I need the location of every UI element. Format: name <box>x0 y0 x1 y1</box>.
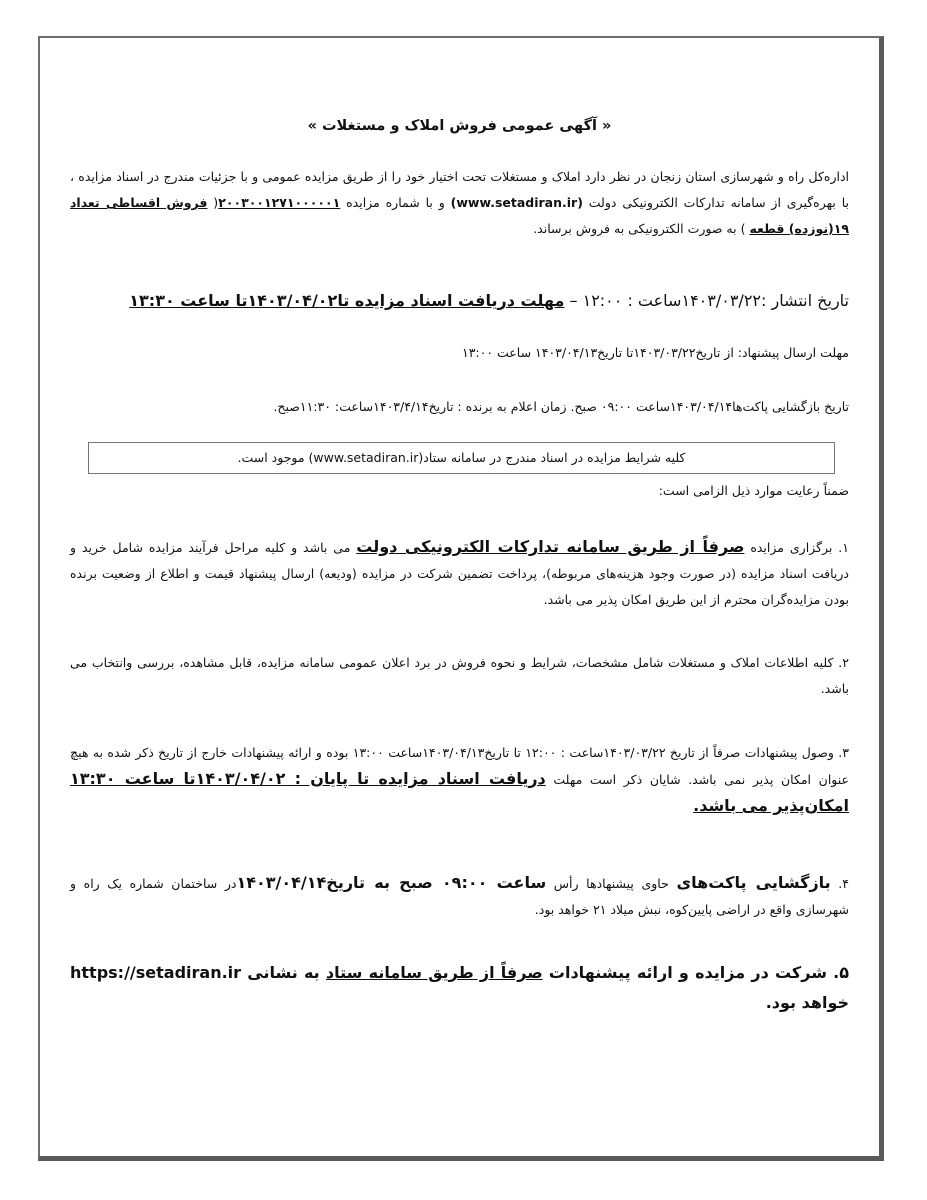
notice-line: ضمناً رعایت موارد ذیل الزامی است: <box>658 483 849 498</box>
opening-date: تاریخ بازگشایی پاکت‌ها۱۴۰۳/۰۴/۱۴ساعت ۰۹:۰۰ صبح. زمان اعلام به برنده : تاریخ۱۴۰۳/۴/۱۴ساعت: ۱۱:۳۰صبح. <box>273 399 849 414</box>
item-4 <box>70 870 849 923</box>
intro-url: (www.setadiran.ir) <box>450 195 583 210</box>
item-5-text-c: به نشانی <box>241 963 326 982</box>
page-title: « آگهی عمومی فروش املاک و مستغلات » <box>307 118 612 134</box>
item-5-emphasis: صرفاً از طریق سامانه ستاد <box>325 963 543 982</box>
item-4-text-e: در ساختمان شماره یک راه و شهرسازی واقع در اراضی پایین‌کوه، نبش میلاد ۲۱ خواهد بود. <box>70 876 849 917</box>
item-1-text-a: ۱. برگزاری مزایده <box>744 540 849 555</box>
item-3 <box>70 740 849 820</box>
item-4-emphasis-2: ساعت ۰۹:۰۰ صبح به تاریخ۱۴۰۳/۰۴/۱۴ <box>236 873 547 892</box>
item-4-text-c: حاوی پیشنهادها رأس <box>546 876 677 891</box>
submit-deadline: مهلت ارسال پیشنهاد: از تاریخ۱۴۰۳/۰۳/۲۲تا تاریخ۱۴۰۳/۰۴/۱۳ ساعت ۱۳:۰۰ <box>461 345 849 360</box>
item-1-text-c: می باشد و کلیه مراحل فرآیند مزایده شامل خرید و دریافت اسناد مزایده (در صورت وجود هزینه‌های مربوطه)، پرداخت تضمین شرکت در مزایده (ودیعه) ارسال پیشنهاد قیمت و اطلاع از وضعیت برنده بودن مزایده‌گران محترم از این طریق امکان پذیر می باشد. <box>70 540 849 607</box>
publish-line <box>70 288 849 314</box>
item-2: ۲. کلیه اطلاعات املاک و مستغلات شامل مشخصات، شرایط و نحوه فروش در برد اعلان عمومی سامانه مزایده، قابل مشاهده، بررسی وانتخاب می باشد. <box>70 655 849 696</box>
item-3-text-a: ۳. وصول پیشنهادات صرفاً از تاریخ ۱۴۰۳/۰۳/۲۲ساعت : ۱۲:۰۰ تا تاریخ۱۴۰۳/۰۴/۱۳ساعت ۱۳:۰۰ بوده و ارائه پیشنهادات خارج از تاریخ ذکر شده به هیچ عنوان امکان پذیر نمی باشد. شایان ذکر است مهلت <box>70 745 849 787</box>
item-5-text-d: خواهد بود. <box>765 993 849 1012</box>
intro-text-4: ) به صورت الکترونیکی به فروش برساند. <box>533 221 750 236</box>
item-1 <box>70 534 849 613</box>
item-5 <box>70 958 849 1018</box>
conditions-box: کلیه شرایط مزایده در اسناد مندرج در سامانه ستاد(www.setadiran.ir) موجود است. <box>88 442 835 474</box>
item-5-url: https://setadiran.ir <box>70 963 242 982</box>
item-1-emphasis: صرفاً از طریق سامانه تدارکات الکترونیکی دولت <box>356 537 745 556</box>
intro-text-2: و با شماره مزایده <box>340 195 451 210</box>
item-4-text-a: ۴. <box>830 876 849 891</box>
intro-text-3: ( <box>207 195 219 210</box>
auction-number: ۲۰۰۳۰۰۱۲۷۱۰۰۰۰۰۱ <box>218 195 341 210</box>
sale-description: فروش اقساطی تعداد ۱۹(نوزده) قطعه <box>70 195 849 236</box>
intro-text-1: اداره‌کل راه و شهرسازی استان زنجان در نظر دارد املاک و مستغلات تحت اختیار خود را از طریق مزایده عمومی و با جزئیات مندرج در اسناد مزایده ، با بهره‌گیری از سامانه تدارکات الکترونیکی دولت <box>70 169 850 210</box>
item-3-emphasis: دریافت اسناد مزایده تا پایان : ۱۴۰۳/۰۴/۰۲تا ساعت ۱۳:۳۰ امکان‌پذیر می باشد. <box>70 769 849 815</box>
intro-paragraph <box>70 164 849 242</box>
item-4-emphasis-1: بازگشایی پاکت‌های <box>676 873 831 892</box>
document-deadline: مهلت دریافت اسناد مزایده تا۱۴۰۳/۰۴/۰۲تا ساعت ۱۳:۳۰ <box>129 291 565 310</box>
publish-date: تاریخ انتشار :۱۴۰۳/۰۳/۲۲ساعت : ۱۲:۰۰ – <box>569 291 849 310</box>
item-5-text-a: ۵. شرکت در مزایده و ارائه پیشنهادات <box>542 963 849 982</box>
